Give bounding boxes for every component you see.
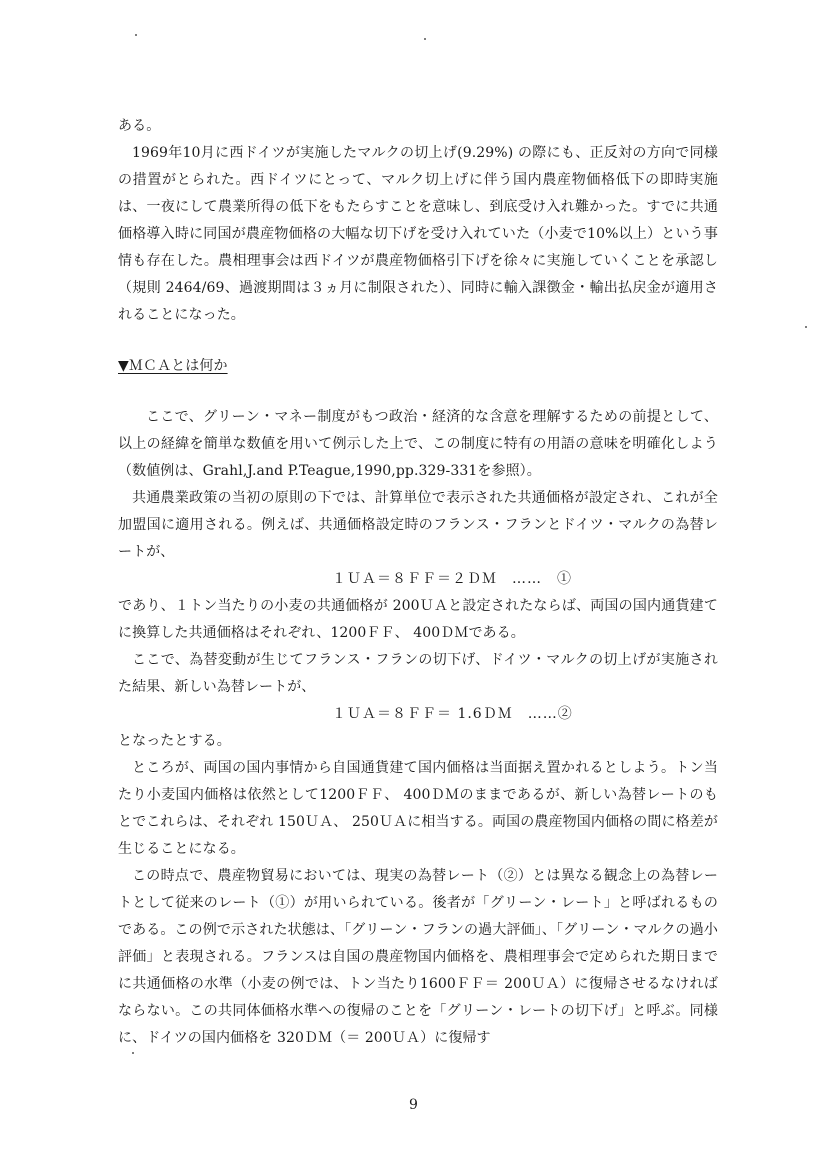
paragraph-green-rate: この時点で、農産物貿易においては、現実の為替レート（②）とは異なる観念上の為替レートとして従来のレート（①）が用いられている。後者が「グリーン・レート」と呼ばれるものである。この例で示された状態は、「グリーン・フランの過大評価」、「グリーン・マルクの過小評価」と表現される。フランスは自国の農産物国内価格を、農相理事会で定められた期日までに共通価格の水準（小麦の例では、トン当たり1600ＦＦ＝ 200ＵＡ）に復帰させるなければならない。この共同体価格水準への復帰のことを「グリーン・レートの切下げ」と呼ぶ。同様に、ドイツの国内価格を 320ＤＭ（＝ 200ＵＡ）に復帰す (118, 868, 718, 1046)
scan-speck (424, 38, 426, 40)
paragraph-domestic-price: ところが、両国の国内事情から自国通貨建て国内価格は当面据え置かれるとしよう。トン当たり小麦国内価格は依然として1200ＦＦ、 400ＤＭのままであるが、新しい為替レートのもとでこれらは、それぞれ 150ＵＡ、 250ＵＡに相当する。両国の農産物国内価格の間に格差が生じることになる。 (118, 760, 718, 857)
scan-speck (805, 326, 807, 328)
paragraph-assume: となったとする。 (118, 733, 231, 749)
page-number: 9 (409, 1097, 418, 1113)
section-heading: ▼ＭＣＡとは何か (118, 358, 228, 374)
paragraph-common-price: 共通農業政策の当初の原則の下では、計算単位で表示された共通価格が設定され、これが全加盟国に適用される。例えば、共通価格設定時のフランス・フランとドイツ・マルクの為替レートが、 (118, 490, 718, 560)
equation-2: １ＵＡ＝８ＦＦ＝ 1.6ＤＭ ……② (332, 706, 573, 722)
paragraph-wheat-price: であり、１トン当たりの小麦の共通価格が 200ＵＡと設定されたならば、両国の国内通貨建てに換算した共通価格はそれぞれ、1200ＦＦ、 400ＤＭである。 (118, 598, 718, 641)
paragraph-premise: ここで、グリーン・マネー制度がもつ政治・経済的な含意を理解するための前提として、以上の経緯を簡単な数値を用いて例示した上で、この制度に特有の用語の意味を明確化しよう（数値例は、Grahl,J.and P.Teague,1990,pp.329-331を参照）。 (118, 409, 718, 479)
scan-speck (132, 1052, 134, 1054)
equation-1: １ＵＡ＝８ＦＦ＝２ＤＭ …… ① (332, 571, 572, 587)
paragraph-exchange-change: ここで、為替変動が生じてフランス・フランの切下げ、ドイツ・マルクの切上げが実施された結果、新しい為替レートが、 (118, 652, 718, 695)
paragraph-continuation: ある。 (118, 118, 161, 134)
paragraph-revaluation: 1969年10月に西ドイツが実施したマルクの切上げ(9.29%) の際にも、正反対の方向で同様の措置がとられた。西ドイツにとって、マルク切上げに伴う国内農産物価格低下の即時実施は、一夜にして農業所得の低下をもたらすことを意味し、到底受け入れ難かった。すでに共通価格導入時に同国が農産物価格の大幅な切下げを受け入れていた（小麦で10%以上）という事情も存在した。農相理事会は西ドイツが農産物価格引下げを徐々に実施していくことを承認し（規則 2464/69、過渡期間は３ヵ月に制限された）、同時に輸入課徴金・輸出払戻金が適用されることになった。 (118, 145, 718, 323)
scan-speck (135, 34, 137, 36)
body-text (118, 113, 718, 1052)
